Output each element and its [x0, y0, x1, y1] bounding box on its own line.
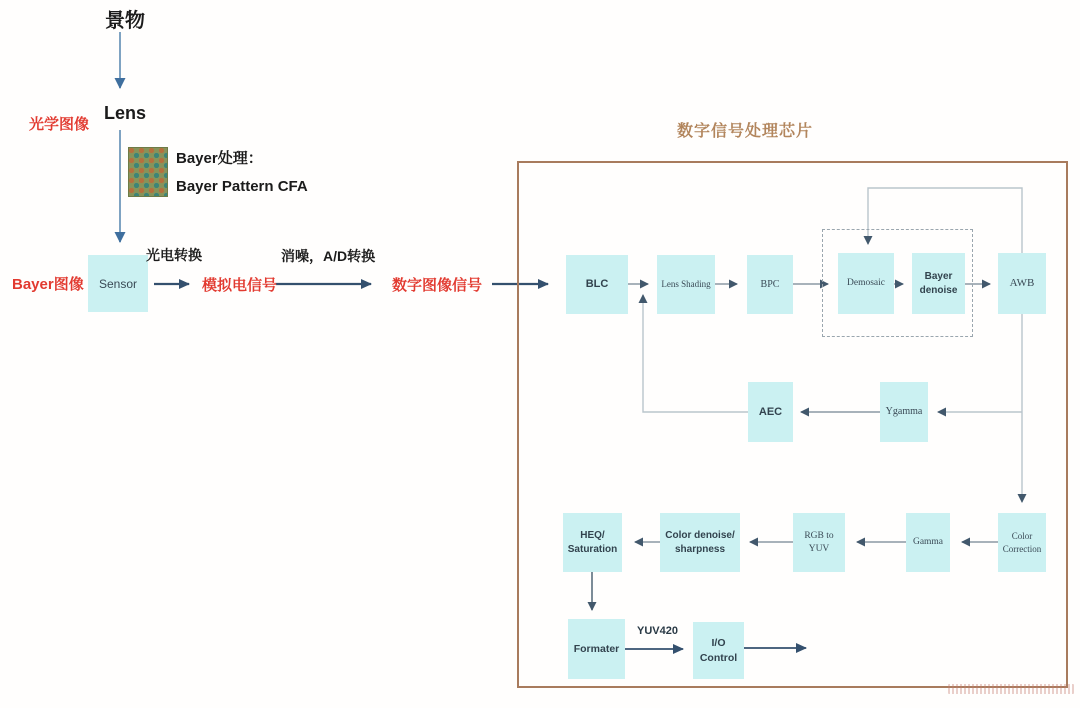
optical-image-label: 光学图像: [29, 116, 90, 133]
sensor-node: [88, 255, 148, 312]
digital-signal-label: 数字图像信号: [392, 277, 483, 294]
scene-label: 景物: [105, 10, 145, 32]
chip-title: 数字信号处理芯片: [676, 123, 813, 140]
node-color-denoise-sharpness: Color denoise/ sharpness: [660, 513, 740, 572]
bayer-cfa-pattern-icon: [128, 147, 168, 197]
yuv420-edge-label: YUV420: [637, 625, 678, 637]
node-color-correction: Color Correction: [998, 513, 1046, 572]
node-heq-saturation: HEQ/ Saturation: [563, 513, 622, 572]
node-ygamma: Ygamma: [880, 382, 928, 442]
photoelectric-conversion-label: 光电转换: [146, 247, 202, 263]
bayer-image-label: Bayer图像: [12, 276, 84, 293]
bayer-pattern-cfa-label: Bayer Pattern CFA: [176, 178, 308, 195]
node-bayer-denoise: Bayer denoise: [912, 253, 965, 314]
analog-signal-label: 模拟电信号: [202, 277, 278, 294]
node-bpc: BPC: [747, 255, 793, 314]
node-lens-shading: Lens Shading: [657, 255, 715, 314]
node-io-control: I/O Control: [693, 622, 744, 679]
node-aec: AEC: [748, 382, 793, 442]
node-formater: Formater: [568, 619, 625, 679]
denoise-ad-conversion-label: 消噪，A/D转换: [281, 248, 376, 264]
node-blc: BLC: [566, 255, 628, 314]
lens-label: Lens: [104, 103, 147, 123]
node-rgb-to-yuv: RGB to YUV: [793, 513, 845, 572]
node-gamma: Gamma: [906, 513, 950, 572]
node-demosaic: Demosaic: [838, 253, 894, 314]
sensor-label: Sensor: [98, 276, 138, 291]
bayer-process-label: Bayer处理：: [176, 150, 263, 167]
watermark: [948, 684, 1074, 694]
node-awb: AWB: [998, 253, 1046, 314]
